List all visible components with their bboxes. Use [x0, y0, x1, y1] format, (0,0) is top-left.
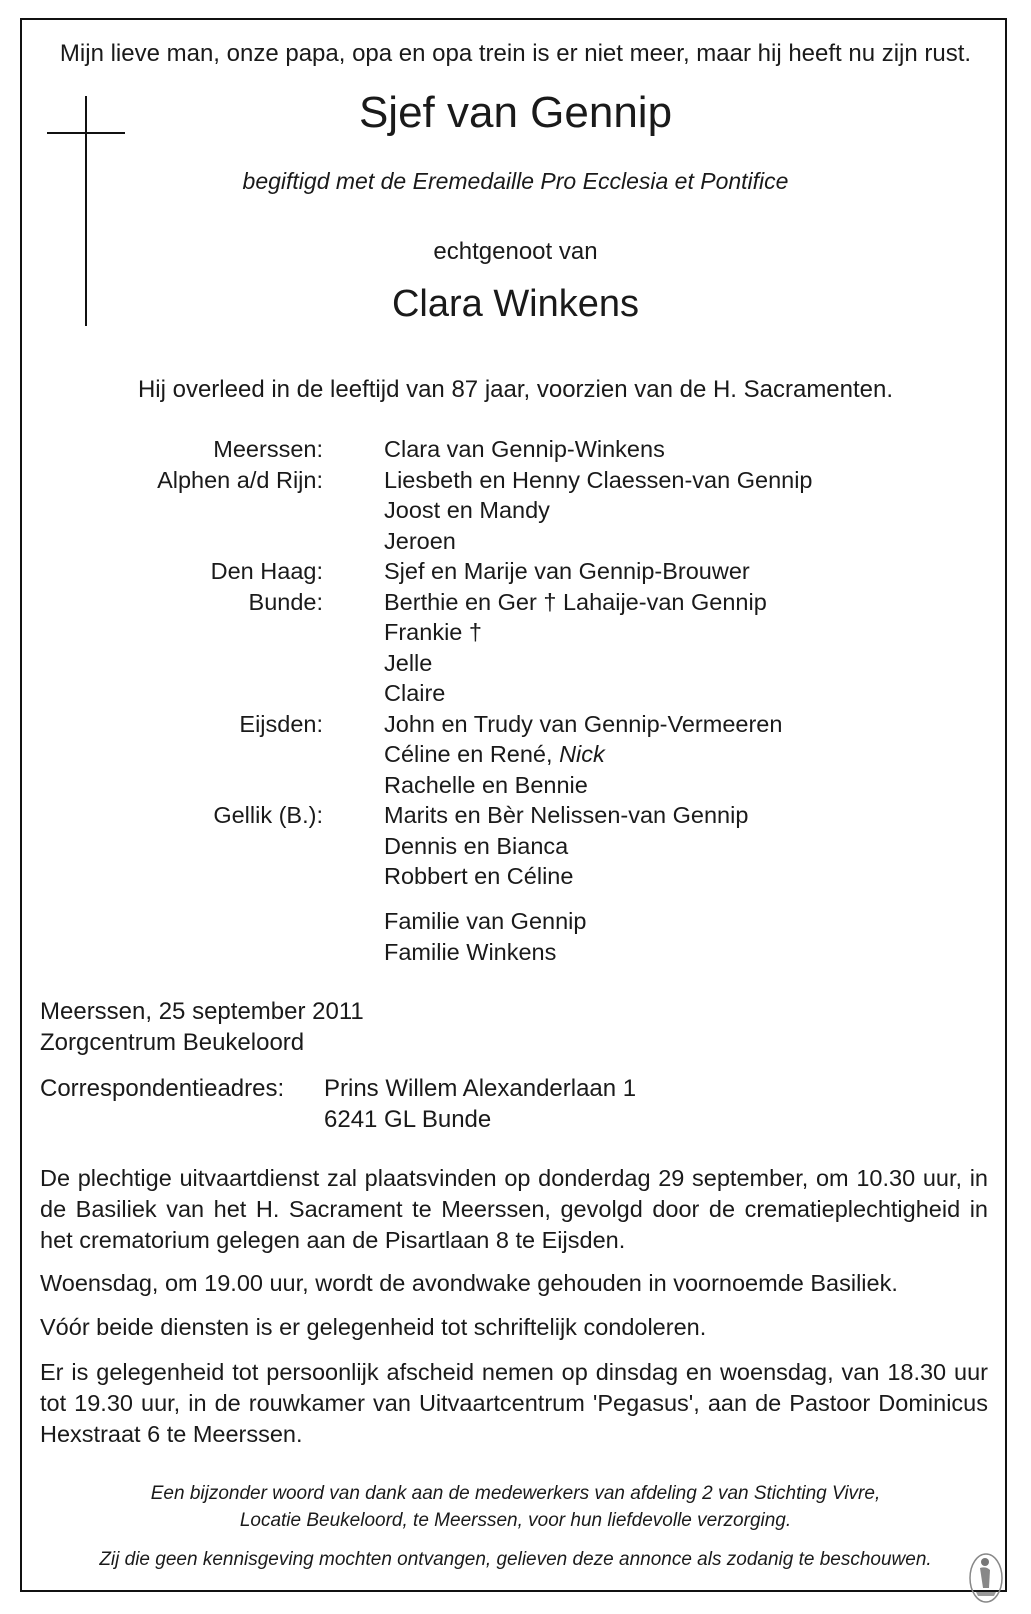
farewell-paragraph: Er is gelegenheid tot persoonlijk afscheid nemen op dinsdag en woensdag, van 18.30 uur tot 19.30 uur, in de rouwkamer van Uitvaartcentrum 'Pegasus', aan de Pastoor Dominicus Hexstraat 6 te Meerssen. — [40, 1359, 988, 1447]
place-date: Meerssen, 25 september 2011 — [40, 998, 364, 1025]
family-members-with-italic — [384, 741, 605, 768]
family-members: Joost en Mandy — [384, 497, 550, 523]
family-members: John en Trudy van Gennip-Vermeeren — [384, 710, 783, 737]
family-row — [0, 528, 1031, 559]
family-members: Clara van Gennip-Winkens — [384, 436, 665, 462]
family-row — [0, 833, 1031, 864]
condolence-paragraph: Vóór beide diensten is er gelegenheid tot schriftelijk condoleren. — [40, 1314, 707, 1340]
family-row — [0, 863, 1031, 894]
family-row — [0, 680, 1031, 711]
family-place: Meerssen: — [213, 436, 323, 462]
family-row — [0, 802, 1031, 833]
family-members: Frankie † — [384, 619, 482, 645]
family-members: Jelle — [384, 649, 433, 676]
correspondence-label: Correspondentieadres: — [40, 1075, 285, 1102]
service-paragraph: De plechtige uitvaartdienst zal plaatsvinden op donderdag 29 september, om 10.30 uur, in de Basiliek van het H. Sacrament te Meerssen, gevolgd door de crematieplechtigheid in het crematorium gelegen aan de Pisartlaan 8 te Eijsden. — [40, 1165, 988, 1253]
thanks-line-1: Een bijzonder woord van dank aan de medewerkers van afdeling 2 van Stichting Vivre, — [150, 1483, 881, 1504]
family-member-italic: Nick — [559, 741, 605, 767]
address-line-2: 6241 GL Bunde — [324, 1106, 492, 1133]
thanks-line-2: Locatie Beukeloord, te Meerssen, voor hun liefdevolle verzorging. — [239, 1510, 792, 1531]
notice-text: Zij die geen kennisgeving mochten ontvangen, gelieven deze annonce als zodanig te beschouwen. — [99, 1549, 932, 1570]
family-members: Marits en Bèr Nelissen-van Gennip — [384, 802, 749, 828]
extended-family-item: Familie van Gennip — [384, 908, 587, 934]
family-members: Robbert en Céline — [384, 863, 574, 889]
address-line-1: Prins Willem Alexanderlaan 1 — [324, 1075, 637, 1102]
intro-text: Mijn lieve man, onze papa, opa en opa trein is er niet meer, maar hij heeft nu zijn rust. — [59, 40, 972, 67]
family-members: Céline en René, — [384, 741, 560, 767]
extended-family — [384, 906, 586, 967]
extended-family-item: Familie Winkens — [384, 938, 557, 965]
family-place: Gellik (B.): — [213, 802, 323, 828]
family-members: Rachelle en Bennie — [384, 771, 588, 798]
honour-line: begiftigd met de Eremedaille Pro Ecclesia et Pontifice — [242, 168, 789, 194]
family-place: Den Haag: — [210, 558, 323, 584]
wake-paragraph: Woensdag, om 19.00 uur, wordt de avondwake gehouden in voornoemde Basiliek. — [40, 1270, 898, 1296]
family-members: Jeroen — [384, 527, 456, 554]
family-members: Berthie en Ger † Lahaije-van Gennip — [384, 588, 767, 615]
family-members: Liesbeth en Henny Claessen-van Gennip — [384, 466, 813, 493]
family-members: Dennis en Bianca — [384, 832, 569, 859]
spouse-intro: echtgenoot van — [433, 238, 598, 265]
family-row — [0, 772, 1031, 803]
family-list — [0, 436, 1031, 894]
family-members: Claire — [384, 680, 446, 706]
spouse-name: Clara Winkens — [391, 283, 640, 325]
family-place: Bunde: — [248, 588, 323, 615]
family-row — [0, 558, 1031, 589]
family-row — [0, 589, 1031, 620]
family-row — [0, 497, 1031, 528]
deceased-name: Sjef van Gennip — [358, 88, 673, 137]
family-row — [0, 619, 1031, 650]
family-row — [0, 467, 1031, 498]
family-place: Alphen a/d Rijn: — [157, 466, 323, 493]
family-members: Sjef en Marije van Gennip-Brouwer — [384, 558, 750, 584]
family-row — [0, 711, 1031, 742]
care-location: Zorgcentrum Beukeloord — [40, 1029, 305, 1056]
family-row — [0, 650, 1031, 681]
family-row — [0, 741, 1031, 772]
family-place: Eijsden: — [239, 710, 323, 737]
thanks-text — [0, 1480, 1031, 1534]
family-row — [0, 436, 1031, 467]
age-line: Hij overleed in de leeftijd van 87 jaar, voorzien van de H. Sacramenten. — [137, 376, 894, 403]
publisher-logo-icon — [968, 1548, 1004, 1604]
